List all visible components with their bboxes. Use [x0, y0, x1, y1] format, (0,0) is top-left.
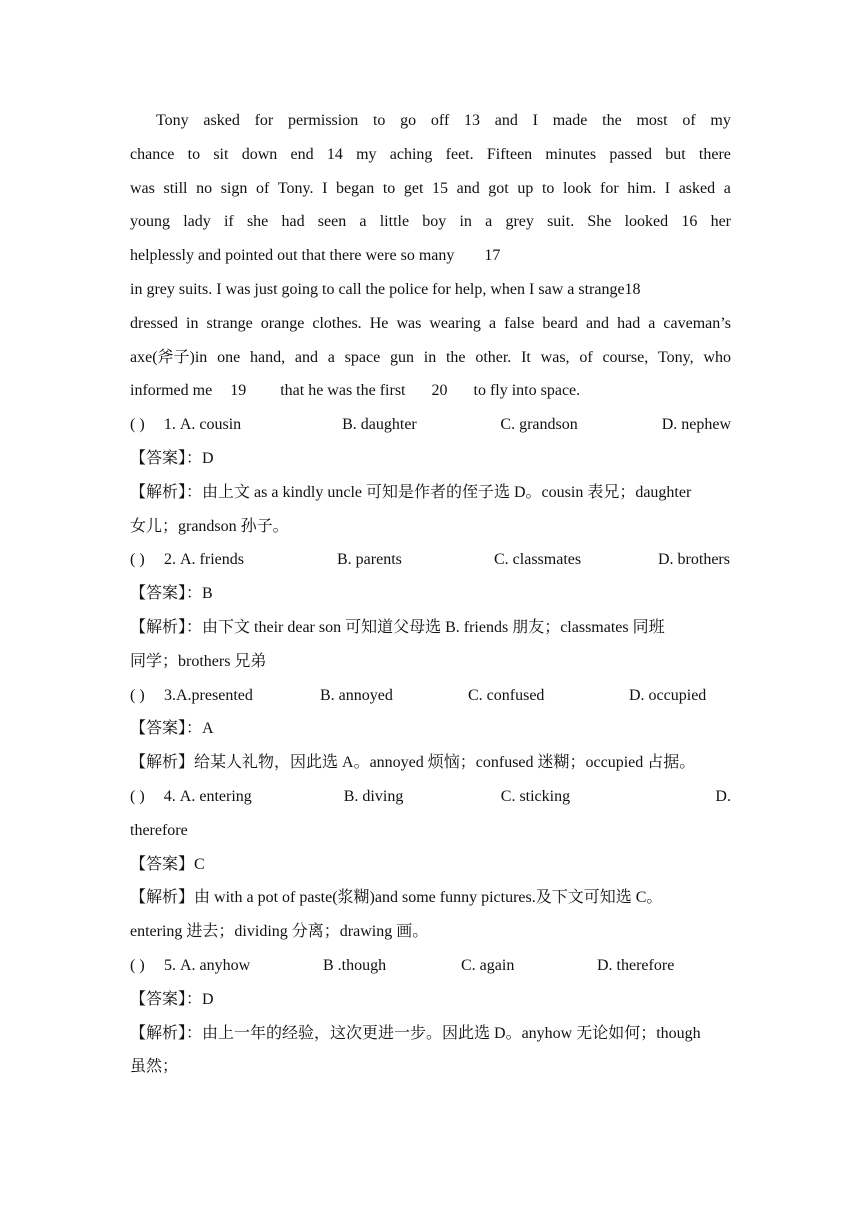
answer-2 — [130, 577, 731, 611]
blank-number: 14 — [326, 145, 343, 163]
passage-line-1 — [130, 104, 731, 138]
passage-word: looked — [624, 213, 669, 231]
answer-1 — [130, 442, 731, 476]
answer-label: 【答案】： — [130, 720, 203, 738]
blank-19: 19 — [230, 382, 247, 400]
passage-word: Tony, — [657, 348, 694, 366]
passage-line-6 — [130, 273, 731, 307]
question-4-options-cont — [130, 814, 731, 848]
passage-word: in — [459, 213, 472, 231]
passage-word: in — [186, 314, 199, 332]
passage-word: began — [336, 179, 375, 197]
option-b: B .though — [323, 956, 387, 974]
passage-word: most — [636, 112, 668, 129]
passage-word: lady — [183, 213, 211, 231]
passage-word: still — [163, 179, 188, 197]
passage-word: chance — [130, 145, 175, 163]
analysis-text: 同学；brothers 兄弟 — [130, 652, 267, 670]
blank-number: 15 — [432, 179, 448, 197]
analysis-text: entering 进去；dividing 分离；drawing 画。 — [130, 923, 429, 941]
answer-value: D — [202, 449, 214, 467]
passage-text: that he was the first — [280, 382, 406, 400]
analysis-text: ：由下文 their dear son 可知道父母选 B. friends 朋友；classmates 同班 — [186, 618, 665, 636]
passage-word: feet. — [445, 145, 474, 163]
passage-word: to — [541, 179, 555, 197]
blank-number: 13 — [464, 112, 481, 129]
question-2-options — [130, 543, 731, 577]
passage-word: a — [648, 314, 656, 332]
option-c: C. again — [461, 956, 515, 974]
passage-word: the — [602, 112, 622, 129]
passage-word: orange — [260, 314, 305, 332]
answer-bracket[interactable]: ( ) — [130, 956, 145, 974]
passage-word: go — [400, 112, 417, 129]
answer-label: 【答案】 — [130, 855, 195, 873]
question-number: 1. — [163, 416, 176, 434]
passage-word: get — [403, 179, 424, 197]
passage-word: and — [294, 348, 318, 366]
passage-word: who — [703, 348, 731, 366]
answer-4 — [130, 848, 731, 882]
answer-label: 【答案】： — [130, 585, 203, 603]
passage-word: look — [562, 179, 592, 197]
passage-word: asked — [678, 179, 716, 197]
passage-word: passed — [609, 145, 652, 163]
passage-line-3 — [130, 172, 731, 206]
answer-value: C — [194, 855, 205, 873]
question-number: 4. — [163, 787, 176, 805]
option-b: B. diving — [343, 787, 404, 805]
analysis-text: 给某人礼物，因此选 A。annoyed 烦恼；confused 迷糊；occupied 占据。 — [194, 754, 696, 772]
passage — [130, 104, 731, 408]
passage-word: gun — [389, 348, 414, 366]
passage-word: space — [344, 348, 381, 366]
option-d: D. nephew — [661, 416, 731, 434]
blank-20: 20 — [431, 382, 448, 400]
analysis-label: 【解析】 — [130, 618, 187, 636]
passage-line-4 — [130, 205, 731, 239]
option-d: D. — [715, 787, 731, 805]
answer-bracket[interactable]: ( ) — [130, 686, 145, 704]
analysis-4-cont — [130, 915, 731, 949]
passage-word: there — [698, 145, 731, 163]
analysis-label: 【解析】 — [130, 1024, 187, 1042]
analysis-text: 女儿；grandson 孙子。 — [130, 517, 289, 535]
passage-word: I — [322, 179, 328, 197]
passage-line-8 — [130, 341, 731, 375]
passage-word: a — [359, 213, 367, 231]
option-d: D. brothers — [658, 551, 730, 569]
passage-line-9 — [130, 374, 731, 408]
passage-word: a — [327, 348, 335, 366]
analysis-text: 由 with a pot of paste(浆糊)and some funny pictures.及下文可知选 C。 — [194, 889, 663, 907]
passage-word: Fifteen — [486, 145, 533, 163]
answer-3 — [130, 712, 731, 746]
option-d: D. therefore — [597, 956, 675, 974]
option-d: D. occupied — [629, 686, 707, 704]
passage-text: to fly into space. — [473, 382, 581, 400]
analysis-label: 【解析】 — [130, 889, 195, 907]
passage-word: and — [494, 112, 518, 129]
passage-word: was, — [540, 348, 570, 366]
passage-word: sign — [220, 179, 248, 197]
analysis-5-cont — [130, 1050, 731, 1084]
passage-word: my — [710, 112, 731, 129]
passage-word: sit — [213, 145, 229, 163]
passage-word: up — [517, 179, 534, 197]
option-a: A. cousin — [179, 416, 242, 434]
passage-line-2 — [130, 138, 731, 172]
passage-word: a — [488, 314, 497, 332]
passage-word: I — [532, 112, 538, 129]
answer-bracket[interactable]: ( ) — [130, 787, 145, 805]
question-4-options — [130, 780, 731, 814]
passage-word: for — [254, 112, 274, 129]
passage-word: axe(斧子)in — [130, 348, 208, 366]
analysis-2-cont — [130, 645, 731, 679]
passage-word: the — [445, 348, 466, 366]
analysis-5 — [130, 1017, 731, 1051]
answer-5 — [130, 983, 731, 1017]
answer-value: B — [202, 585, 213, 603]
passage-word: minutes — [545, 145, 597, 163]
passage-word: little — [379, 213, 410, 231]
analysis-1-cont — [130, 510, 731, 544]
blank-number: 16 — [681, 213, 698, 231]
passage-word: but — [665, 145, 686, 163]
passage-word: was — [396, 314, 422, 332]
option-a: A. anyhow — [180, 956, 251, 974]
passage-word: beard — [542, 314, 578, 332]
analysis-label: 【解析】 — [130, 754, 195, 772]
analysis-text: ：由上文 as a kindly uncle 可知是作者的侄子选 D。cousin 表兄；daughter — [186, 483, 692, 501]
option-d-text: therefore — [130, 821, 188, 839]
passage-word: caveman’s — [663, 314, 731, 332]
passage-word: to — [372, 112, 386, 129]
passage-word: I — [664, 179, 671, 197]
passage-word: to — [382, 179, 396, 197]
passage-text: informed me — [130, 382, 213, 400]
passage-word: down — [241, 145, 278, 163]
passage-word: hand, — [249, 348, 286, 366]
answer-label: 【答案】： — [130, 990, 203, 1008]
passage-word: in — [423, 348, 437, 366]
passage-word: other. — [475, 348, 512, 366]
blank-17: 17 — [484, 247, 501, 265]
passage-word: strange — [206, 314, 253, 332]
passage-word: suit. — [547, 213, 575, 231]
analysis-4 — [130, 881, 731, 915]
passage-word: He — [369, 314, 389, 332]
passage-word: seen — [317, 213, 347, 231]
passage-text: in grey suits. I was just going to call the police for help, when I saw a strange18 — [130, 280, 641, 298]
passage-word: got — [488, 179, 509, 197]
passage-word: wearing — [429, 314, 481, 332]
passage-line-5 — [130, 239, 731, 273]
passage-word: permission — [288, 112, 359, 129]
passage-word: had — [281, 213, 305, 231]
passage-word: Tony — [156, 112, 189, 129]
passage-word: for — [600, 179, 619, 197]
passage-word: dressed — [130, 314, 178, 332]
passage-word: and — [585, 314, 610, 332]
analysis-1 — [130, 476, 731, 510]
passage-word: of — [682, 112, 696, 129]
passage-word: aching — [389, 145, 433, 163]
passage-word: had — [617, 314, 641, 332]
answer-value: A — [202, 720, 214, 738]
answer-bracket[interactable]: ( ) — [130, 551, 145, 569]
option-b: B. parents — [337, 551, 402, 569]
question-number: 5. — [164, 956, 176, 974]
answer-label: 【答案】： — [130, 449, 203, 467]
option-c: C. grandson — [500, 416, 578, 434]
document-page — [130, 104, 731, 1084]
analysis-text: ：由上一年的经验，这次更进一步。因此选 D。anyhow 无论如何；though — [186, 1024, 701, 1042]
passage-word: clothes. — [312, 314, 362, 332]
passage-word: and — [456, 179, 480, 197]
passage-word: one — [217, 348, 241, 366]
question-number: 2. — [164, 551, 176, 569]
passage-word: Tony. — [277, 179, 314, 197]
question-number: 3.A.presented — [164, 686, 253, 704]
option-b: B. annoyed — [320, 686, 393, 704]
question-5-options — [130, 949, 731, 983]
passage-word: a — [723, 179, 731, 197]
passage-word: to — [187, 145, 201, 163]
option-c: C. confused — [468, 686, 545, 704]
option-a: A. entering — [179, 787, 252, 805]
passage-word: young — [130, 213, 170, 231]
passage-word: off — [430, 112, 450, 129]
passage-word: no — [196, 179, 213, 197]
passage-line-7 — [130, 307, 731, 341]
passage-word: It — [521, 348, 531, 366]
option-c: C. sticking — [500, 787, 571, 805]
passage-word: false — [504, 314, 535, 332]
passage-word: was — [130, 179, 155, 197]
analysis-text: 虽然； — [130, 1058, 179, 1076]
answer-value: D — [202, 990, 214, 1008]
option-b: B. daughter — [342, 416, 417, 434]
passage-word: her — [710, 213, 731, 231]
passage-word: of — [579, 348, 593, 366]
passage-word: of — [255, 179, 270, 197]
question-1-options — [130, 408, 731, 442]
answer-bracket[interactable]: ( ) — [130, 416, 145, 434]
passage-word: boy — [422, 213, 447, 231]
passage-word: a — [485, 213, 493, 231]
analysis-2 — [130, 611, 731, 645]
analysis-3 — [130, 746, 731, 780]
option-c: C. classmates — [494, 551, 582, 569]
question-3-options — [130, 679, 731, 713]
passage-word: if — [223, 213, 234, 231]
passage-text: helplessly and pointed out that there were so many — [130, 247, 455, 265]
passage-word: him. — [627, 179, 657, 197]
option-a: A. friends — [180, 551, 244, 569]
passage-word: she — [246, 213, 269, 231]
passage-word: end — [290, 145, 314, 163]
passage-word: She — [587, 213, 612, 231]
passage-word: made — [552, 112, 588, 129]
passage-word: grey — [505, 213, 534, 231]
passage-word: course, — [602, 348, 649, 366]
analysis-label: 【解析】 — [130, 483, 187, 501]
passage-word: asked — [203, 112, 240, 129]
passage-word: my — [356, 145, 377, 163]
